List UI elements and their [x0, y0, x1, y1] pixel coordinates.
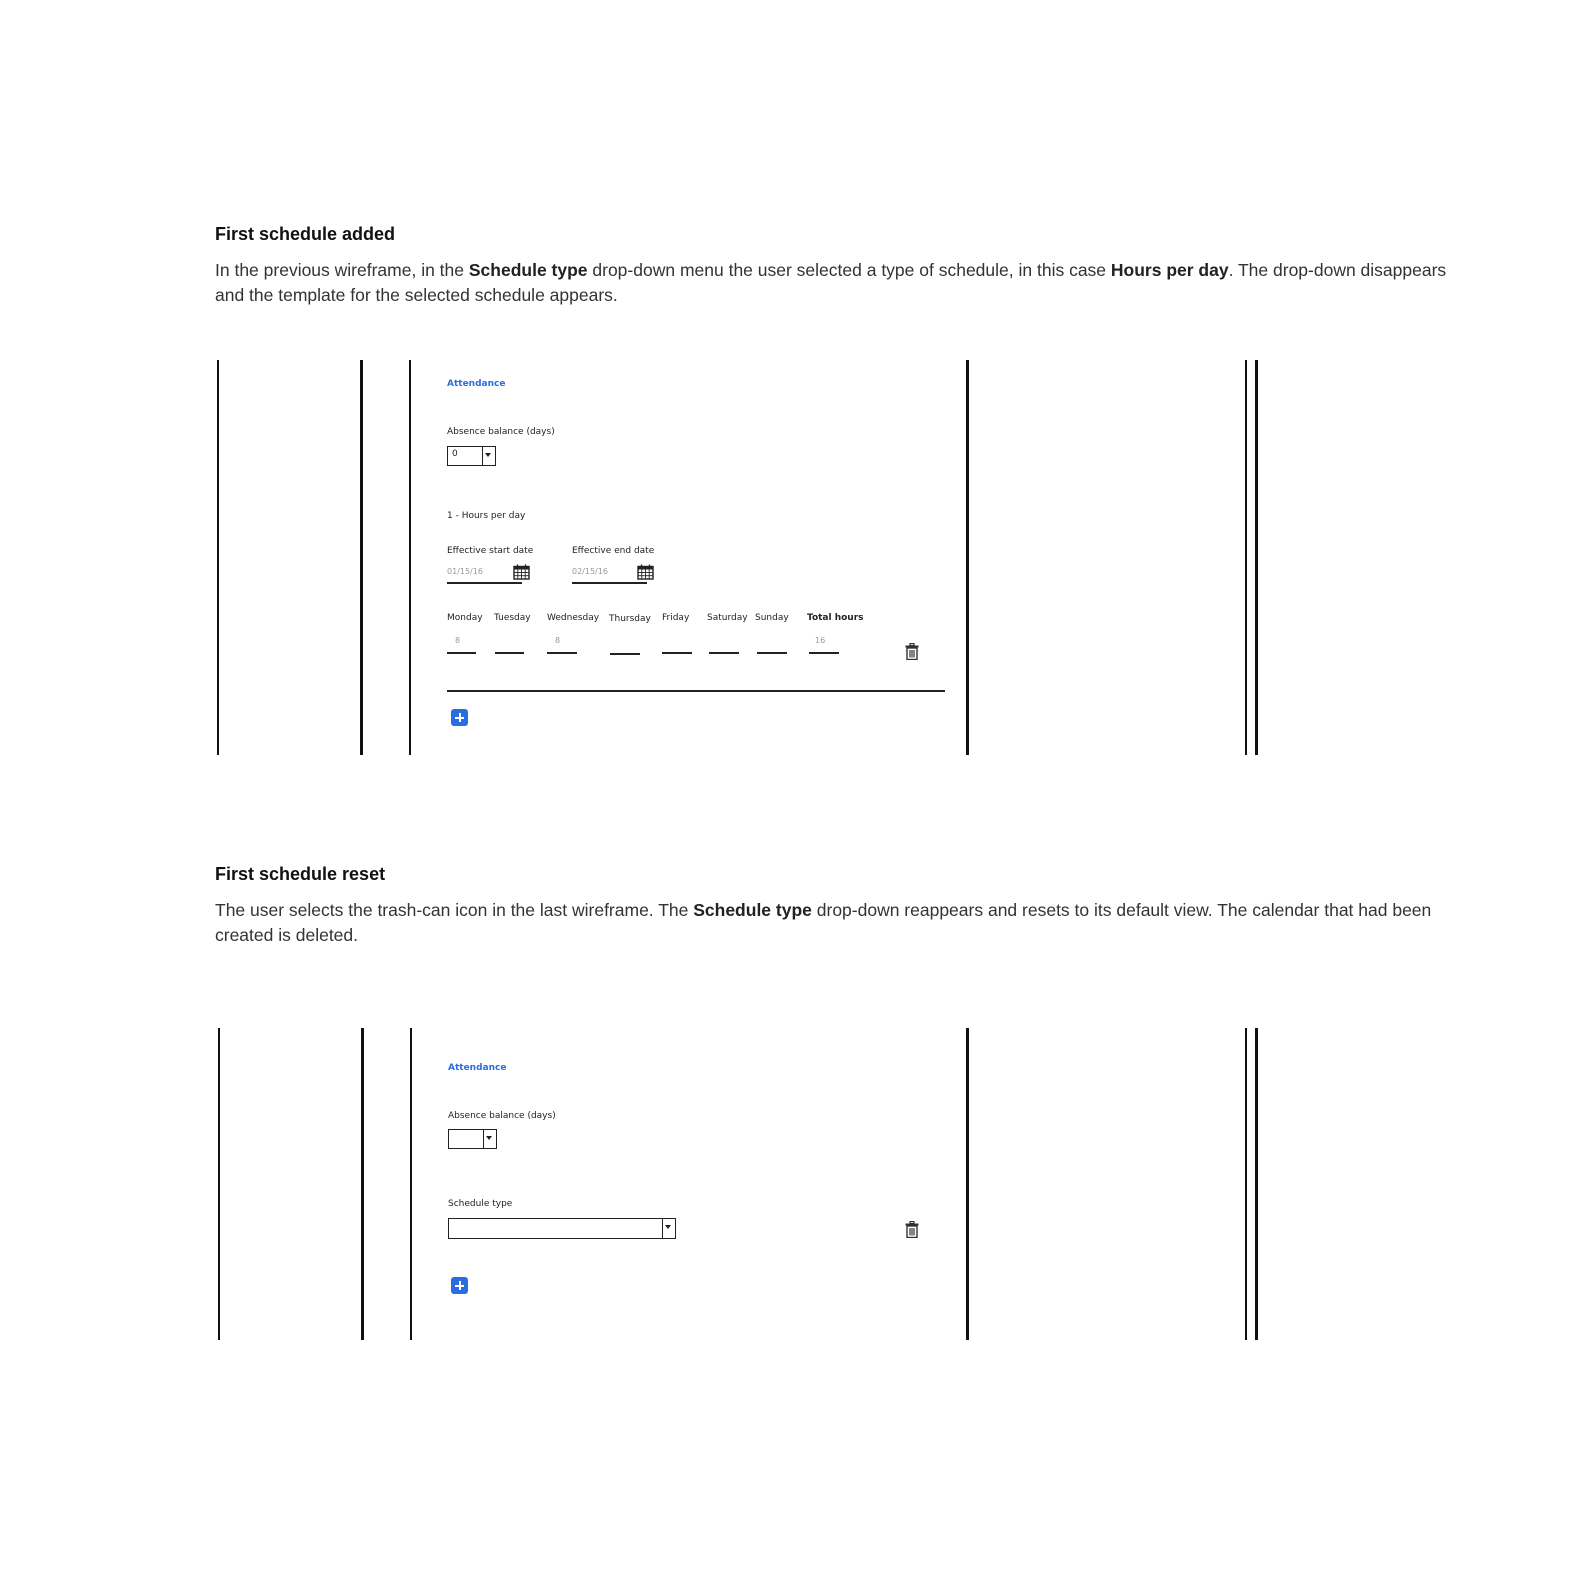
- effective-end-date-input[interactable]: 02/15/16: [572, 567, 608, 576]
- frame-divider: [218, 1028, 220, 1340]
- day-input-wednesday[interactable]: 8: [555, 636, 561, 645]
- frame-divider: [360, 360, 363, 755]
- para-text: drop-down menu the user selected a type of schedule, in this case: [587, 260, 1111, 280]
- attendance-tab-link[interactable]: Attendance: [448, 1063, 507, 1073]
- day-header-tuesday: Tuesday: [494, 613, 531, 623]
- input-underline: [447, 652, 476, 654]
- frame-divider: [410, 1028, 412, 1340]
- para-emphasis: Schedule type: [468, 260, 588, 280]
- para-emphasis: Hours per day: [1110, 260, 1229, 280]
- chevron-down-icon[interactable]: [483, 1130, 496, 1148]
- calendar-icon[interactable]: [513, 564, 530, 580]
- input-underline: [547, 652, 577, 654]
- calendar-icon[interactable]: [637, 564, 654, 580]
- attendance-tab-link[interactable]: Attendance: [447, 379, 506, 389]
- effective-end-date-label: Effective end date: [572, 546, 655, 556]
- schedule-type-label: Schedule type: [448, 1199, 513, 1209]
- frame-divider: [1255, 1028, 1258, 1340]
- input-underline: [610, 653, 640, 655]
- total-hours-value: 16: [815, 636, 826, 645]
- input-underline: [757, 652, 787, 654]
- add-schedule-button[interactable]: [451, 1277, 468, 1294]
- frame-divider: [966, 360, 969, 755]
- effective-start-date-input[interactable]: 01/15/16: [447, 567, 483, 576]
- section-heading-schedule-reset: First schedule reset: [215, 864, 386, 884]
- day-input-monday[interactable]: 8: [455, 636, 461, 645]
- schedule-type-dropdown[interactable]: [448, 1218, 676, 1239]
- section-description-schedule-added: [215, 258, 1455, 308]
- frame-divider: [966, 1028, 969, 1340]
- end-date-underline: [572, 582, 647, 584]
- para-text: drop-down reappears and resets to its default view. The calendar that had been created is deleted.: [215, 900, 1432, 945]
- day-header-thursday: Thursday: [609, 614, 651, 624]
- start-date-underline: [447, 582, 522, 584]
- add-schedule-button[interactable]: [451, 709, 468, 726]
- input-underline: [809, 652, 839, 654]
- day-header-sunday: Sunday: [755, 613, 789, 623]
- total-hours-header: Total hours: [807, 613, 864, 623]
- frame-divider: [1245, 360, 1247, 755]
- chevron-down-icon[interactable]: [662, 1219, 675, 1238]
- frame-divider: [217, 360, 219, 755]
- para-text: The user selects the trash-can icon in the last wireframe. The: [215, 900, 694, 920]
- trash-icon[interactable]: [905, 643, 919, 660]
- para-emphasis: Schedule type: [693, 900, 812, 920]
- schedule-title: 1 - Hours per day: [447, 511, 526, 521]
- para-text: In the previous wireframe, in the: [215, 260, 469, 280]
- input-underline: [495, 652, 524, 654]
- absence-balance-label: Absence balance (days): [447, 427, 555, 437]
- chevron-down-icon[interactable]: [482, 447, 495, 465]
- absence-balance-value: 0: [452, 449, 458, 459]
- absence-balance-dropdown[interactable]: [448, 1129, 497, 1149]
- absence-balance-label: Absence balance (days): [448, 1111, 556, 1121]
- absence-balance-dropdown[interactable]: [447, 446, 496, 466]
- frame-divider: [409, 360, 411, 755]
- section-description-schedule-reset: [215, 898, 1455, 948]
- para-text: . The drop-down disappears and the template for the selected schedule appears.: [215, 260, 1447, 305]
- section-heading-schedule-added: First schedule added: [215, 224, 396, 244]
- input-underline: [662, 652, 692, 654]
- day-header-monday: Monday: [447, 613, 483, 623]
- effective-start-date-label: Effective start date: [447, 546, 534, 556]
- section-separator: [447, 690, 945, 692]
- frame-divider: [1245, 1028, 1247, 1340]
- input-underline: [709, 652, 739, 654]
- day-header-wednesday: Wednesday: [547, 613, 600, 623]
- trash-icon[interactable]: [905, 1221, 919, 1238]
- frame-divider: [361, 1028, 364, 1340]
- day-header-saturday: Saturday: [707, 613, 748, 623]
- day-header-friday: Friday: [662, 613, 690, 623]
- frame-divider: [1255, 360, 1258, 755]
